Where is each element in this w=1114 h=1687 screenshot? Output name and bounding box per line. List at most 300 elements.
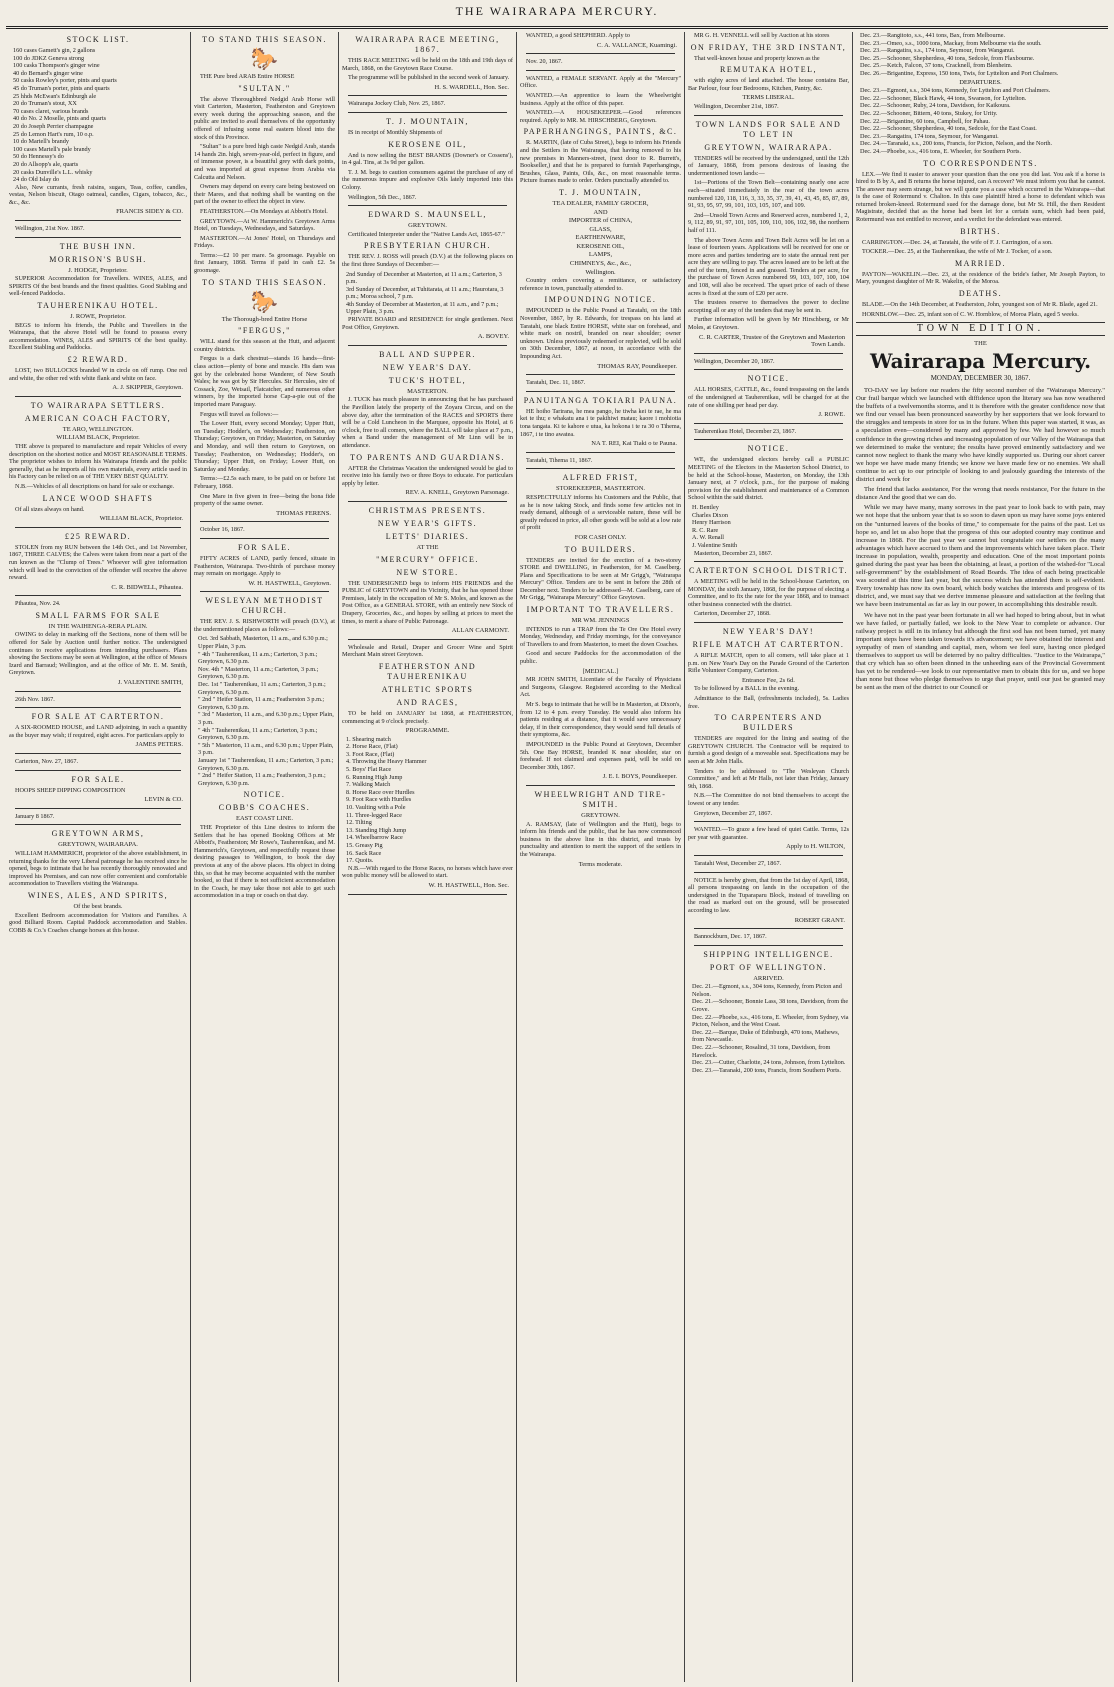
heading: NEW YEAR'S GIFTS. — [377, 518, 478, 528]
paragraph: THE Pure bred ARAB Entire HORSE — [200, 73, 295, 80]
paragraph: That well-known house and property known as the — [694, 54, 820, 62]
paragraph: NOTICE is hereby given, that from the 1st day of April, 1868, all persons trespassing on lands in the occupation of the undersigned in the Tuparaparu Block, instead of travelling on the road as marked out on the ground, will be prosecuted according to law. — [688, 876, 849, 914]
heading: ALFRED FRIST, — [562, 473, 639, 483]
divider — [694, 369, 843, 370]
list-item: Dec. 25.—Ketch, Falcon, 37 tons, Cracknell, from Blenheim. — [860, 62, 1013, 70]
divider — [348, 639, 507, 640]
paragraph: OWING to delay in marking off the Sections, none of them will be offered for Sale by Auction until further notice. The undersigned continues to receive applications from intending purchasers. Plans showing the Sections may be seen at Wellington, at the office of Messrs Izard and Barraud; Wellington, and at the office of Mr. E. M. Smith, Greytown. — [9, 631, 187, 677]
divider — [15, 527, 181, 528]
heading: RIFLE MATCH AT CARTERTON. — [692, 640, 845, 650]
paragraph: CARRINGTON.—Dec. 24, at Taratahi, the wife of F. J. Carrington, of a son. — [862, 238, 1053, 246]
signature: WILLIAM BLACK, Proprietor. — [99, 515, 183, 523]
paragraph: Bannockburn, Dec. 17, 1867. — [694, 933, 767, 941]
paragraph: TO be held on JANUARY 1st 1868, at FEATHERSTON, commencing at 9 o'clock precisely. — [342, 709, 513, 725]
subheading: Entrance Fee, 2s 6d. — [742, 676, 795, 684]
heading: FEATHERSTON AND TAUHERENIKAU — [378, 661, 477, 681]
subheading: Of the best brands. — [73, 902, 123, 910]
column-2 — [190, 32, 338, 1682]
heading: FOR SALE. — [71, 774, 125, 784]
heading: TO CARPENTERS AND BUILDERS — [714, 713, 823, 733]
list-item: Dec. 24.—Taranaki, s.s., 200 tons, Francis, for Picton, Nelson, and the North. — [860, 140, 1053, 148]
signature: C. A. VALLANCE, Kuamingi. — [596, 41, 677, 49]
list-item: 9. Foot Race with Hurdles — [346, 796, 412, 804]
heading: PAPERHANGINGS, PAINTS, &C. — [523, 127, 678, 137]
subheading: GREYTOWN. — [581, 811, 620, 819]
signature: LEVIN & CO. — [144, 796, 183, 804]
paragraph: Terms:—£2.5s each mare, to be paid on or before 1st February, 1868. — [194, 475, 335, 490]
paragraph: Country orders covering a remittance, or satisfactory reference in town, punctually attended to. — [520, 277, 681, 292]
list-item: 40 do Bernard's ginger wine — [13, 69, 83, 77]
paragraph: Carterton, Nov. 27, 1867. — [15, 758, 79, 765]
divider — [694, 821, 843, 822]
list-item: Dec. 25.—Schooner, Shepherdess, 40 tons, Sedcole, from Flaxbourne. — [860, 54, 1035, 62]
list-item: 20 do Joseph Perrier champagne — [13, 122, 94, 130]
paragraph: TENDERS are required for the lining and seating of the GREYTOWN CHURCH. The Contractor will be required to furnish a good design of a moveable seat. Specifications may be seen at Mr John Halls. — [688, 735, 849, 765]
heading: BIRTHS. — [960, 226, 1001, 236]
subheading: TE ARO, WELLINGTON. — [62, 425, 134, 433]
heading: CHRISTMAS PRESENTS. — [368, 505, 487, 515]
heading: NEW YEAR'S DAY! — [722, 627, 815, 637]
divider — [694, 622, 843, 623]
list-item: 50 do Hennessy's do — [13, 153, 64, 161]
heading: NOTICE. — [243, 790, 286, 800]
list-item: H. Bentley — [692, 503, 719, 511]
paragraph: GREYTOWN.—At W. Hammerich's Greytown Arms Hotel, on Tuesdays, Wednesdays, and Saturdays. — [194, 217, 335, 233]
list-item: 12. Tilting — [346, 819, 372, 827]
subheading: J. ROWE, Proprietor. — [70, 313, 126, 321]
list-item: Dec. 22.—Schooner, Black Hawk, 44 tons, Swanson, for Lyttelton. — [860, 94, 1027, 102]
paragraph: HORNBLOW.—Dec. 25, infant son of C. W. Hornblow, of Moroa Plain, aged 5 weeks. — [862, 310, 1079, 318]
subheading: EAST COAST LINE. — [236, 815, 293, 823]
list-item: Dec. 23.—Rangatira, 174 tons, Seymour, for Wanganui. — [860, 132, 999, 140]
list-item: " 2nd " Heifer Station, 11 a.m.; Featherston, 3 p.m.; Greytown, 6.30 p.m. — [198, 772, 326, 787]
heading: EDWARD S. MAUNSELL, — [368, 210, 487, 220]
subheading: GLASS, — [589, 225, 612, 233]
list-item: A. W. Renall — [692, 534, 724, 542]
paragraph: LEX.—We find it easier to answer your question than the one you did last. You ask if a horse is hired to B by A, and B returns the horse injured, can A recover? We must inform you that he cannot. The answer may seem strange, but we will quote you a case which occurred in the Wairarapa—that is the case of Rotermund v. Chalton. In this case plaintiff hired a horse to defendant which was returned broken-kneed. Rotermund sued for the damage done, but Mr St. Hill, the then Resident Magistrate, decided that as the horse had been let for a certain sum, which had been paid, Rotermund was not entitled to recover, and a verdict for the defendant was entered. — [856, 170, 1105, 224]
paragraph: MR G. H. VENNELL will sell by Auction at his stores — [694, 32, 830, 39]
heading: TO WAIRARAPA SETTLERS. — [30, 400, 166, 410]
list-item: Dec. 23.—Cutter, Charlotte, 24 tons, Johnson, from Lyttelton. — [692, 1059, 846, 1067]
paragraph: THE Proprietor of this Line desires to inform the Settlers that he has opened Booking Offices at Mr Abbott's, Featherston; Mr Rowe's, Tauherenikau, and M. Hammerich's, Greytown, and respectfully request those desiring passages to Wellington, to book the day previous at any of the above places. His object in doing this, so that he may become acquainted with the number booked, so that if there is not sufficient accommodation in the Coach, he may take those not able to get such accommodation in a trap or coach on that day. — [194, 823, 335, 900]
paragraph: MR JOHN SMITH, Licentiate of the Faculty of Physicians and Surgeons, Glasgow. Registered according to the Medical Act. — [520, 676, 681, 699]
divider — [15, 595, 181, 596]
heading: NEW YEAR'S DAY. — [382, 362, 473, 372]
heading: MORRISON'S BUSH. — [49, 254, 147, 264]
subheading: KEROSENE OIL, — [576, 242, 625, 250]
masthead-rule — [6, 26, 1108, 29]
paragraph: PRIVATE BOARD and RESIDENCE for single gentlemen. Next Post Office, Greytown. — [342, 316, 513, 331]
subheading: MR WM. JENNINGS — [571, 617, 630, 625]
divider — [694, 561, 843, 562]
signature: A. J. SKIPPER, Greytown. — [112, 384, 183, 392]
paragraph: ALL HORSES, CATTLE, &c., found trespassing on the lands of the undersigned at Tauherenikau, will be charged for at the rate of one shilling per head per day. — [688, 386, 849, 409]
paragraph: WANTED.—An apprentice to learn the Wheelwright business. Apply at the office of this paper. — [520, 91, 681, 107]
divider — [694, 439, 843, 440]
heading: BALL AND SUPPER. — [379, 349, 476, 359]
list-item: 15. Greasy Pig — [346, 842, 383, 849]
signature: JAMES PETERS. — [135, 741, 183, 749]
signature: H. S. WARDELL, Hon. Sec. — [434, 83, 509, 91]
list-item: 160 cases Gamett's gin, 2 gallons — [13, 47, 96, 54]
divider — [694, 945, 843, 946]
list-item: Dec. 23.—Rangatira, s.s., 174 tons, Seymour, from Wanganui. — [860, 47, 1015, 55]
signature: J. VALENTINE SMITH, — [117, 679, 183, 687]
subheading: GREYTOWN, WAIRARAPA. — [58, 841, 138, 849]
heading: TO CORRESPONDENTS. — [923, 158, 1038, 168]
divider — [526, 468, 675, 469]
signature: THOMAS RAY, Poundkeeper. — [597, 362, 677, 370]
signature: C. R. BIDWELL, Pihautea. — [111, 583, 183, 591]
paragraph: A SIX-ROOMED HOUSE, and LAND adjoining, in such a quantity as the buyer may wish; if required, eight acres. For particulars apply to — [9, 724, 187, 739]
paragraph: Mr S. begs to intimate that he will be in Masterton, at Dixon's, from 12 to 4 p.m. every Tuesday. He would also inform his patients residing at a distance, that it would save unnecessary delay, if in their correspondence, they would send full details of their symptoms, &c. — [520, 701, 681, 739]
paragraph: BEGS to inform his friends, the Public and Travellers in the Wairarapa, that the above Hotel will be found to possess every accommodation. WINES, ALES and SPIRITS Of the best quality. Excellent Stabling and Paddocks. — [9, 321, 187, 352]
divider — [348, 501, 507, 502]
paragraph: Fergus is a dark chestnut—stands 16 hands—first-class action—plenty of bone and muscle. His dam was got by the celebrated horse Wanderer, of New South Wales; he was got by Sir Hercules. Sir Hercules, sire of Cossack, Zoe, Wetsail, Flatcatcher, and numerous other winners, by the imported horse Cap-a-pie out of the imported mare Paraguay. — [194, 355, 335, 408]
list-item: " 4th " Tauherenikau, 11 a.m.; Carterton, 3 p.m.; Greytown, 6.30 p.m. — [198, 650, 318, 666]
list-item: Dec. 23.—Omeo, s.s., 1000 tons, Mackay, from Melbourne via the south. — [860, 39, 1042, 47]
heading: WAIRARAPA RACE MEETING, 1867. — [355, 35, 500, 54]
signature: J. ROWE. — [818, 411, 845, 419]
column-1 — [6, 32, 190, 1682]
editorial-paragraph: The friend that lacks assistance, For the wrong that needs resistance, For the future in the distance And the good that we can do. — [856, 486, 1105, 502]
subheading: IN THE WAIHENGA-RERA PLAIN. — [48, 622, 148, 630]
heading: AND RACES, — [396, 697, 459, 707]
paragraph: Also, New currants, fresh raisins, sugars, Teas, coffee, candles, vestas, Nelson biscuit, Otago oatmeal, candles, Cigars, tobacco, &c., &c., &c. — [9, 183, 187, 206]
subheading: LAMPS, — [588, 251, 613, 259]
edition-banner: TOWN EDITION. — [856, 322, 1105, 336]
divider — [15, 824, 181, 825]
paragraph: The trustees reserve to themselves the power to decline accepting all or any of the tenders that may be sent in. — [688, 299, 849, 314]
paragraph: Tenders to be addressed to "The Wesleyan Church Committee," and left at Mr Halls, not later than Friday, January 9th, 1868. — [688, 767, 849, 790]
list-item: 70 cases claret, various brands — [13, 107, 89, 115]
paragraph: Wellington, December 21st, 1867. — [694, 102, 779, 110]
list-item: Dec. 23.—Taranaki, 200 tons, Francis, from Southern Ports. — [692, 1066, 841, 1074]
signature: NA T. REI, Kai Tiaki o te Pauna. — [591, 440, 677, 448]
heading: NOTICE. — [747, 444, 790, 454]
divider — [15, 396, 181, 397]
paragraph: INTENDS to run a TRAP from the Te Ore Ore Hotel every Monday, Wednesday, and Friday mornings, for the conveyance of Travellers to and from Masterton, to meet the down Coaches. — [520, 625, 681, 648]
divider — [694, 423, 843, 424]
paragraph: THE above is prepared to manufacture and repair Vehicles of every description on the shortest notice and MOST REASONABLE TERMS. The proprietor wishes to inform his Wairarapa friends and the public generally, that as he imports all his own materials, every article used in his Factory can be relied on as of THE VERY BEST QUALITY. — [9, 442, 187, 481]
heading: TAUHERENIKAU HOTEL. — [37, 301, 159, 311]
divider — [200, 591, 329, 592]
heading: TO BUILDERS. — [564, 544, 637, 554]
heading: LANCE WOOD SHAFTS — [42, 493, 154, 503]
newspaper-title: Wairarapa Mercury. — [869, 349, 1092, 374]
paragraph: R. MARTIN, (late of Cuba Street,), begs to inform his Friends and the Settlers in the Wairarapa, that having removed to his new premises in Manners-street, (next door to R. Burrett's, Bookseller,) and that he is prepared to furnish Paperhangings, Brushes, Glass, Paints, Oils, &c., on most reasonable terms. Picture frames made to order. Orders punctually attended to. — [520, 139, 681, 185]
subheading: STOREKEEPER, MASTERTON. — [555, 485, 646, 493]
paragraph: Wairarapa Jockey Club, Nov. 25, 1867. — [348, 100, 446, 108]
list-item: 20 do Allsopp's ale, quarts — [13, 160, 79, 168]
divider — [200, 538, 329, 539]
paragraph: To be followed by a BALL in the evening. — [694, 685, 800, 693]
subheading: EARTHENWARE, — [575, 234, 626, 242]
divider — [526, 785, 675, 786]
subheading: WILLIAM BLACK, Proprietor. — [56, 434, 140, 442]
paragraph: PAYTON—WAKELIN.—Dec. 23, at the residence of the bride's father, Mr Joseph Payton, to Mary, youngest daughter of Mr R. Wakelin, of the Moroa. — [856, 270, 1105, 286]
paragraph: FEATHERSTON.—On Mondays at Abbott's Hotel. — [200, 207, 328, 215]
heading: TO PARENTS AND GUARDIANS. — [350, 452, 505, 462]
list-item: 20 do Truman's stout, XX — [13, 100, 77, 108]
divider — [694, 928, 843, 929]
paragraph: STOLEN from my RUN between the 14th Oct., and 1st November, 1867, THREE CALVES; the Calves were taken from near a part of the run known as the "Clump of Trees." Whoever will give information which will lead to the conviction of the offender will receive the above reward. — [9, 543, 187, 582]
paragraph: 1st—Portions of the Town Belt—containing nearly one acre each—situated immediately in the rear of the town acres numbered 120, 118, 116, 3, 33, 35, 37, 39, 41, 43, 45, 85, 87, 89, 91, 93, 95, 97, 99, 101, 103, 105, 107, and 109. — [688, 179, 849, 210]
signature: W. H. HASTWELL, Greytown. — [248, 579, 331, 587]
list-item: 3rd Sunday of December, at Tuhitarata, at 11 a.m.; Haurotara, 3 p.m.; Moroa school, 7 p.m. — [346, 285, 504, 301]
paragraph: Pihautea, Nov. 24. — [15, 600, 61, 608]
signature: Apply to H. WILTON, — [786, 843, 845, 851]
heading: AMERICAN COACH FACTORY, — [24, 413, 172, 423]
subheading: TEA DEALER, FAMILY GROCER, — [552, 199, 649, 207]
divider — [200, 521, 329, 522]
column-3 — [338, 32, 516, 1682]
signature: J. E. I. BOYS, Poundkeeper. — [602, 773, 677, 781]
divider — [694, 115, 843, 116]
paragraph: Wellington, 5th Dec., 1867. — [348, 193, 417, 201]
paragraph: FIFTY ACRES of LAND, partly fenced, situate in Featherston, Wairarapa. Two-thirds of purchase money may remain on mortgage. Apply to — [194, 554, 335, 578]
paragraph: with eighty acres of land attached. The house contains Bar, Bar Parlour, four four Bedrooms, Kitchen, Pantry, &c. — [688, 77, 849, 92]
paragraph: WANTED, a good SHEPHERD. Apply to — [526, 32, 630, 39]
paragraph: HOOPS SHEEP DIPPING COMPOSITION — [15, 786, 126, 794]
heading: FOR SALE. — [237, 542, 292, 552]
editorial-paragraph: We have not in the past year been fortunate in all we had hoped to bring about, but in what we have failed, or partially failed, we look to the New Year to complete or advance. Our railway project is still in its infancy but although the first sod has not been turned, yet many important steps have been taken towards it's advancement; we have obtained the interest and sympathy of men of standing and capital, men, whom we feel sure, having once pledged themselves to support us will be deterred by no paltry difficulties. "Justice to the Wairarapa," that cry which has so often been dinned in the unheeding ears of the Provincial Government has yet to be rendered—we look to our representative men to obtain this for us, and we hope than none but those who pledge themselves to urge that prayer, until our just be granted may be sent as the men of the district to our Council or — [856, 611, 1105, 692]
heading: WHEELWRIGHT AND TIRE-SMITH. — [534, 789, 667, 809]
heading: "FERGUS," — [238, 326, 291, 336]
signature: REV. A. KNELL, Greytown Parsonage. — [405, 489, 509, 497]
list-item: 3. Foot Race, (Flat) — [346, 750, 395, 758]
list-item: Dec. 22.—Schooner, Ruby, 24 tons, Davidson, for Kaikoura. — [860, 102, 1011, 110]
paragraph: 26th Nov. 1867. — [15, 695, 55, 703]
list-item: 7. Walking Match — [346, 781, 391, 789]
list-item: Oct. 3rd Sabbath, Masterton, 11 a.m., and 6.30 p.m.; Upper Plain, 3 p.m. — [198, 635, 328, 651]
heading: T. J. MOUNTAIN, — [386, 116, 469, 126]
subheading: AT THE — [416, 543, 439, 551]
divider — [15, 753, 181, 754]
list-item: 4. Throwing the Heavy Hammer — [346, 758, 427, 766]
list-item: Dec. 22.—Schooner, Shepherdess, 40 tons, Sedcole, for the East Coast. — [860, 125, 1037, 133]
paragraph: WANTED.—A HOUSEKEEPER.—Good references required. Apply to MR. M. HIRSCHBERG, Greytown. — [520, 109, 681, 124]
list-item: Dec. 22.—Schooner, Bittern, 40 tons, Stukey, for Urity. — [860, 109, 998, 117]
subheading: [MEDICAL.] — [582, 667, 619, 675]
heading: GREYTOWN, WAIRARAPA. — [704, 142, 833, 152]
list-item: 10 do Martell's brandy — [13, 138, 69, 146]
list-item: Dec. 23.—Rangitoto, s.s., 441 tons, Bax, from Melbourne. — [860, 32, 1006, 39]
heading: SHIPPING INTELLIGENCE. — [703, 949, 834, 959]
subheading: CHIMNEYS, &c., &c., — [569, 260, 632, 268]
paragraph: The Lower Hutt, every second Monday; Upper Hutt, on Tuesday; Hodder's, on Wednesday; Featherston, on Thursday; Greytown, on Friday; Masterton, on Saturday and Monday, and will then return to Greytown, on Tuesday; Featherston, on Wednesday; Hodder's, on Thursday; Upper Hutt, on Friday; Lower Hutt, on Saturday and Monday. — [194, 420, 335, 473]
heading: "SULTAN." — [238, 83, 291, 93]
list-item: 16. Sack Race — [346, 849, 382, 857]
subheading: PROGRAMME. — [405, 727, 450, 735]
paragraph: Taratahi West, December 27, 1867. — [694, 859, 782, 867]
list-item: 40 do No. 2 Moselle, pints and quarts — [13, 115, 106, 123]
list-item: 2. Horse Race, (Flat) — [346, 743, 398, 751]
list-item: " 3rd " Masterton, 11 a.m., and 6.30 p.m.; Upper Plain, 3 p.m. — [198, 711, 334, 726]
divider — [526, 70, 675, 71]
heading: STOCK LIST. — [66, 35, 130, 44]
list-item: Nov. 4th " Masterton, 11 a.m.; Carterton, 3 p.m.; Greytown, 6.30 p.m. — [198, 665, 319, 681]
paragraph: Good and secure Paddocks for the accommodation of the public. — [520, 650, 681, 666]
subheading: ARRIVED. — [753, 974, 784, 982]
subheading: J. HODGE, Proprietor. — [68, 266, 128, 274]
heading: TUCK'S HOTEL, — [388, 375, 467, 385]
divider — [15, 770, 181, 771]
paragraph: A. RAMSAY, (late of Wellington and the Hutt), begs to inform his friends and the public, that he has now commenced business in the above line in this district, and trusts by punctuality and attention to merit the support of the settlers in the Wairarapa. — [520, 820, 681, 858]
divider — [526, 391, 675, 392]
paragraph: "Sultan" is a pure bred high caste Nedgid Arab, stands 14 hands 2in. high, seven-year-old, perfect in figure, and of immense power, is a beautiful grey with dark points, and was imported at great expense from Arabia via Calcutta and Nelson. — [194, 143, 335, 181]
heading: PANUITANGA TOKIARI PAUNA. — [523, 395, 678, 405]
paragraph: TENDERS will be received by the undersigned, until the 12th of January, 1868, from persons desirous of leasing the undermentioned town lands:— — [688, 154, 849, 177]
list-item: R. C. Rare — [692, 526, 719, 534]
signature: THOMAS FERENS. — [276, 509, 331, 517]
divider — [348, 894, 507, 895]
heading: WINES, ALES, AND SPIRITS, — [27, 890, 169, 900]
paragraph: October 16, 1867. — [200, 526, 245, 534]
paragraph: N.B.—The Committee do not bind themselves to accept the lowest or any tender. — [688, 792, 849, 807]
paragraph: A RIFLE MATCH, open to all comers, will take place at 1 p.m. on New Year's Day on the Parade Ground of the Carterton Rifle Volunteer Company, Carterton. — [688, 652, 849, 675]
paragraph: Wholesale and Retail, Draper and Grocer Wine and Spirit Merchant Main street Greytown. — [342, 643, 513, 659]
paragraph: WILL stand for this season at the Hutt, and adjacent country districts. — [194, 338, 335, 353]
paragraph: The above Town Acres and Town Belt Acres will be let on a lease of fourteen years. Applications will be received for one or more acres and parties tendering are to state the annual rent per acre they are willing to pay. The acres leased are to be left at the end of the term, fenced in and grassed. Tenders at per acre, for the purchase of Town Acres numbered 99, 103, 107, 100, 104 and 108, will also be received. The upset price of each of these acres is fixed at the sum of £20 per acre. — [688, 236, 849, 297]
heading: ON FRIDAY, THE 3RD INSTANT, — [690, 42, 847, 52]
column-5 — [684, 32, 852, 1682]
paragraph: The above Thoroughbred Nedgid Arab Horse will visit Carterton, Masterton, Featherston and Greytown every week during the approaching season, and the public are invited to avail themselves of the opportunity offered of infusing some real eastern blood into the stock of this Province. — [194, 95, 335, 141]
list-item: 4th Sunday of December at Masterton, at 11 a.m., and 7 p.m.; Upper Plain, 3 p.m. — [346, 300, 499, 316]
paragraph: N.B.—With regard to the Horse Races, no horses which have ever won public money will be allowed to start. — [342, 864, 513, 880]
editorial-paragraph: While we may have many, many sorrows in the past year to look back to with pain, may we not hope that the unborn year that is so soon to dawn upon us may have some joys entered on the "unturned leaves of the books of time," to compensate for the pains of the past. Let us hope so, and let us also hope that the progress of this our adopted country may continue and increase in 1868. For the past year we cannot but congratulate our settlers on the many advantages which have accrued to them and the improvements which have taken place. Their increase in population, wealth, prosperity and education. One of the most important points gained during the past year has been the obtaining, at least, a portion of the wished-for "Local self-government" by the establishment of Road Boards. The idea of each being practicable was scouted at this time last year, but the success which has attended them is self-evident. Every township has now its own board, which body watches the interests and progress of its district, and, we must say that we derive immense pleasure and satisfaction at the feeling that we have been instrumental as far as lay in our power, in accomplishing this desirable result. — [856, 504, 1105, 609]
divider — [15, 691, 181, 692]
heading: £25 REWARD. — [64, 531, 132, 541]
heading: TO STAND THIS SEASON. — [202, 35, 327, 44]
list-item: Dec. 23.—Egmont, s.s., 304 tons, Kennedy, for Lyttelton and Port Chalmers. — [860, 87, 1051, 95]
heading: IMPOUNDING NOTICE. — [544, 295, 657, 305]
paragraph: Of all sizes always on hand. — [15, 505, 85, 513]
divider — [348, 95, 507, 96]
list-item: 10. Vaulting with a Pole — [346, 804, 406, 812]
divider — [348, 345, 507, 346]
list-item: J. Valentine Smith — [692, 541, 738, 549]
subheading: Wellington. — [585, 268, 616, 276]
heading: PORT OF WELLINGTON. — [709, 962, 828, 972]
subheading: TERMS LIBERAL. — [742, 94, 795, 102]
list-item: Charles Dixon — [692, 511, 728, 519]
list-item: 50 casks Rowley's porter, pints and quarts — [13, 77, 117, 85]
paragraph: Taratahi, Tihema 11, 1867. — [526, 456, 593, 464]
divider — [694, 353, 843, 354]
heading: "MERCURY" OFFICE. — [376, 554, 479, 564]
heading: TO STAND THIS SEASON. — [202, 277, 327, 287]
list-item: " 4th " Tauherenikau, 11 a.m.; Carterton, 3 p.m.; Greytown, 6.30 p.m. — [198, 726, 318, 742]
paragraph: J. TUCK has much pleasure in announcing that he has purchased the Pavillion lately the property of the Zoyara Circus, and on the above day, after the termination of the RACES and SPORTS there will be a Cold Luncheon in the Marquee, opposite his Hotel, at 6 o'clock, free to all comers, where the BALL will take place at 7 p.m., when a Band under the management of Mr Linn will be in attendance. — [342, 396, 513, 449]
list-item: 25 do Lemon Hart's rum, 10 o.p. — [13, 130, 94, 138]
paragraph: Wellington, 21st Nov. 1867. — [15, 225, 85, 233]
paragraph: Wellington, December 20, 1867. — [694, 357, 775, 365]
list-item: January 1st " Tauherenikau, 11 a.m.; Carterton, 3 p.m.; Greytown, 6.30 p.m. — [198, 756, 334, 772]
list-item: " 2nd " Heifer Station, 11 a.m.; Featherston 3 p.m.; Greytown, 6.30 p.m. — [198, 696, 325, 711]
masthead: THE WAIRARAPA MERCURY. — [455, 4, 659, 18]
divider — [15, 220, 181, 221]
list-item: 13. Standing High Jump — [346, 826, 407, 834]
paragraph: One Mare in five given in free—being the bona fide property of the same owner. — [194, 492, 335, 508]
paragraph: Further information will be given by Mr Hirschberg, or Mr Moles, at Greytown. — [688, 316, 849, 332]
divider — [15, 707, 181, 708]
paragraph: WANTED, a FEMALE SERVANT. Apply at the "Mercury" Office. — [520, 74, 681, 90]
list-item: 11. Three-legged Race — [346, 811, 402, 819]
paragraph: Tauherenikau Hotel, December 23, 1867. — [694, 427, 797, 435]
paragraph: Masterton, December 23, 1867. — [694, 549, 773, 557]
divider — [526, 53, 675, 54]
list-item: 8. Horse Race over Hurdles — [346, 788, 415, 796]
paragraph: And is now selling the BEST BRANDS (Downer's or Cossens'), in 4 gal. Tins, at 3s 9d per gallon. — [342, 151, 513, 167]
list-item: Dec. 22.—Barque, Duke of Edinburgh, 470 tons, Mathews, from Newcastle. — [692, 1028, 840, 1044]
heading: DEATHS. — [958, 289, 1003, 299]
list-item: 100 cases Martell's pale brandy — [13, 145, 91, 153]
paragraph: T. J. M. begs to caution consumers against the purchase of any of the numerous impure and explosive Oils lately imported into this Colony. — [342, 168, 513, 191]
list-item: Dec. 26.—Brigantine, Express, 150 tons, Twis, for Lyttelton and Port Chalmers. — [860, 69, 1059, 77]
subheading: THE — [974, 339, 987, 347]
paragraph: Fergus will travel as follows:— — [200, 410, 279, 418]
list-item: 100 casks Thompson's ginger wine — [13, 62, 100, 70]
column-6 — [852, 32, 1108, 1682]
list-item: 25 hhds McEwan's Edinburgh ale — [13, 92, 97, 100]
divider — [694, 855, 843, 856]
signature: W. H. HASTWELL, Hon. Sec. — [428, 881, 509, 889]
paragraph: N.B.—Vehicles of all descriptions on hand for sale or exchange. — [15, 482, 175, 490]
list-item: Henry Harrison — [692, 519, 731, 527]
list-item: Dec. 21.—Egmont, s.s., 304 tons, Kennedy, from Picton and Nelson. — [692, 983, 842, 998]
paragraph: RESPECTFULLY informs his Customers and the Public, that as he is now taking Stock, and finds some few articles not in ready demand, although of a serviceable nature, these will be greatly reduced in price, all other goods will be sold at a low rate of profit — [520, 493, 681, 532]
column-4 — [516, 32, 684, 1682]
paragraph: The programme will be published in the second week of January. — [348, 74, 510, 82]
divider — [348, 205, 507, 206]
heading: MARRIED. — [955, 258, 1006, 268]
paragraph: WE, the undersigned electors hereby call a PUBLIC MEETING of the Electors in the Masterton School District, to be held at the School-house, Masterton, on Monday, the 13th January next, at 7 o'clock, p.m., for the purpose of making provision for the establishment and maintenance of a Common School within the said district. — [688, 456, 849, 502]
paragraph: TENDERS are invited for the erection of a two-storey STORE and DWELLING, in Featherston, for M. Caselberg. Plans and Specifications to be seen at Mr Grigg's, "Wairarapa Mercury" Office. Tenders are to be sent in before the 28th of December next. Tenders to be addressed—M. Caselberg, care of Mr Grigg, "Wairarapa Mercury" Office Greytown. — [520, 556, 681, 602]
heading: REMUTAKA HOTEL, — [720, 65, 817, 75]
list-item: Dec. 22.—Schooner, Rosalind, 31 tons, Davidson, from Havelock. — [692, 1044, 831, 1059]
paragraph: THE REV. J. S. RISHWORTH will preach (D.V.), at the undermentioned places as follows:— — [194, 618, 335, 633]
subheading: FOR CASH ONLY. — [574, 533, 627, 541]
divider — [526, 374, 675, 375]
paragraph: Greytown, December 27, 1867. — [694, 809, 773, 817]
paragraph: LOST, two BULLOCKS branded W in circle on off rump. One red and white, the other red with white flank and white on face. — [9, 367, 187, 382]
paragraph: BLADE.—On the 14th December, at Featherston, John, youngest son of Mr R. Blade, aged 21. — [862, 301, 1098, 309]
paragraph: Taratahi, Dec. 11, 1867. — [526, 379, 586, 387]
divider — [526, 452, 675, 453]
list-item: 17. Quoits. — [346, 857, 374, 865]
paragraph: SUPERIOR Accommodation for Travellers. WINES, ALES, and SPIRITS Of the best brands and the finest qualities. Good Stabling and well-fenced Paddocks. — [9, 275, 187, 298]
list-item: 5. Boys' Flat Race — [346, 766, 392, 774]
heading: NOTICE. — [747, 374, 790, 384]
heading: WESLEYAN METHODIST CHURCH. — [205, 596, 324, 616]
signature: ALLAN CARMONT. — [451, 627, 509, 635]
heading: T. J. MOUNTAIN, — [559, 187, 642, 197]
paragraph: THE REV. J. ROSS will preach (D.V.) at the following places on the first three Sundays of December:— — [342, 253, 513, 268]
paragraph: THE UNDERSIGNED begs to inform HIS FRIENDS and the PUBLIC of GREYTOWN and its Vicinity, that he has opened those Premises, lately in the occupation of Mr S. Moles, and known as the Post Office, as a GENERAL STORE, with an entirely new Stock of Drapery, Groceries, &c., and hopes by selling at prices to meet the times, to merit a share of Public Patronage. — [342, 579, 513, 625]
heading: TOWN LANDS FOR SALE AND TO LET IN — [695, 119, 842, 139]
heading: COBB'S COACHES. — [218, 803, 311, 813]
list-item: 45 do Truman's porter, pints and quarts — [13, 84, 110, 92]
heading: CARTERTON SCHOOL DISTRICT. — [688, 566, 848, 576]
list-item: Dec. 24.—Phoebe, s.s., 416 tons, E. Wheeler, for Southern Ports. — [860, 147, 1022, 155]
list-item: 100 do JDKZ Geneva strong — [13, 54, 85, 62]
list-item: Dec. 1st " Tauherenikau, 11 a.m.; Carterton, 3 p.m.; Greytown, 6.30 p.m. — [198, 681, 326, 696]
heading: THE BUSH INN. — [59, 241, 137, 251]
horse-icon: 🐎 — [250, 46, 279, 71]
subheading: DEPARTURES. — [959, 78, 1002, 86]
list-item: Dec. 21.—Schooner, Bonnie Lass, 38 tons, Davidson, from the Grove. — [692, 998, 849, 1014]
